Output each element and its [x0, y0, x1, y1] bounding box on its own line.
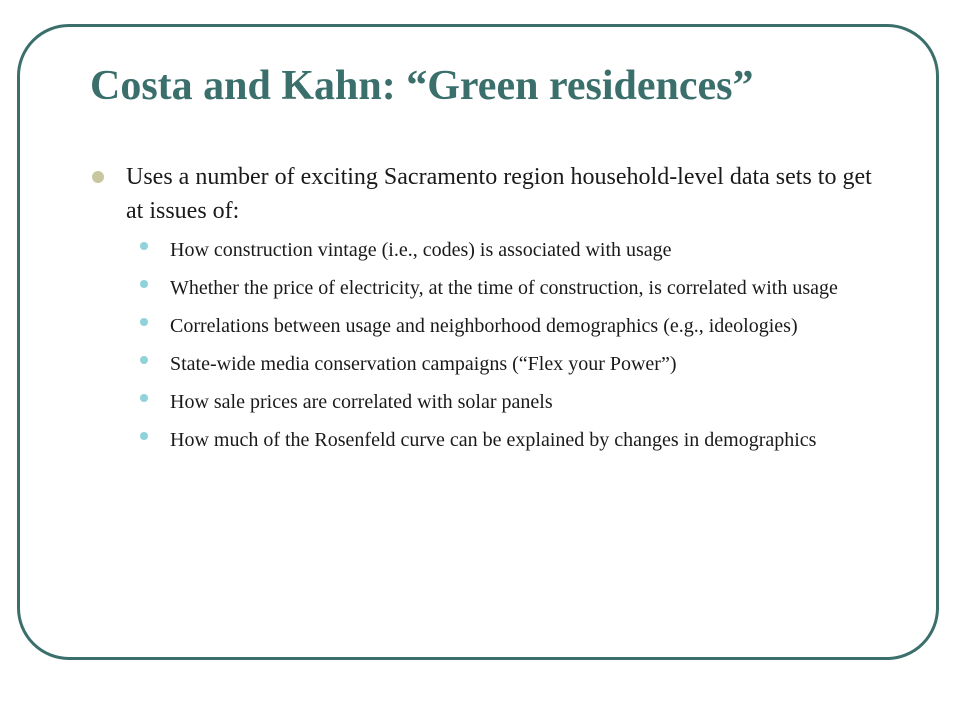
sub-bullet-dot-icon	[140, 242, 148, 250]
sub-bullet-text: How sale prices are correlated with solar panels	[170, 391, 553, 413]
sub-bullet-list	[90, 236, 890, 454]
sub-bullet-item	[90, 312, 890, 340]
sub-bullet-dot-icon	[140, 356, 148, 364]
bullet-text: Uses a number of exciting Sacramento region household-level data sets to get at issues of:	[126, 164, 872, 224]
sub-bullet-text: How construction vintage (i.e., codes) is associated with usage	[170, 239, 672, 261]
sub-bullet-item	[90, 274, 890, 302]
sub-bullet-item	[90, 236, 890, 264]
bullet-dot-icon	[92, 171, 104, 183]
sub-bullet-text: How much of the Rosenfeld curve can be explained by changes in demographics	[170, 429, 817, 451]
sub-bullet-item	[90, 426, 890, 454]
sub-bullet-dot-icon	[140, 394, 148, 402]
sub-bullet-dot-icon	[140, 318, 148, 326]
sub-bullet-text: Correlations between usage and neighborhood demographics (e.g., ideologies)	[170, 315, 798, 337]
slide-content	[90, 160, 890, 464]
slide-title: Costa and Kahn: “Green residences”	[90, 63, 754, 109]
sub-bullet-text: Whether the price of electricity, at the time of construction, is correlated with usage	[170, 277, 838, 299]
sub-bullet-dot-icon	[140, 432, 148, 440]
sub-bullet-item	[90, 388, 890, 416]
sub-bullet-item	[90, 350, 890, 378]
sub-bullet-dot-icon	[140, 280, 148, 288]
sub-bullet-text: State-wide media conservation campaigns (“Flex your Power”)	[170, 353, 677, 375]
bullet-item	[90, 160, 890, 228]
